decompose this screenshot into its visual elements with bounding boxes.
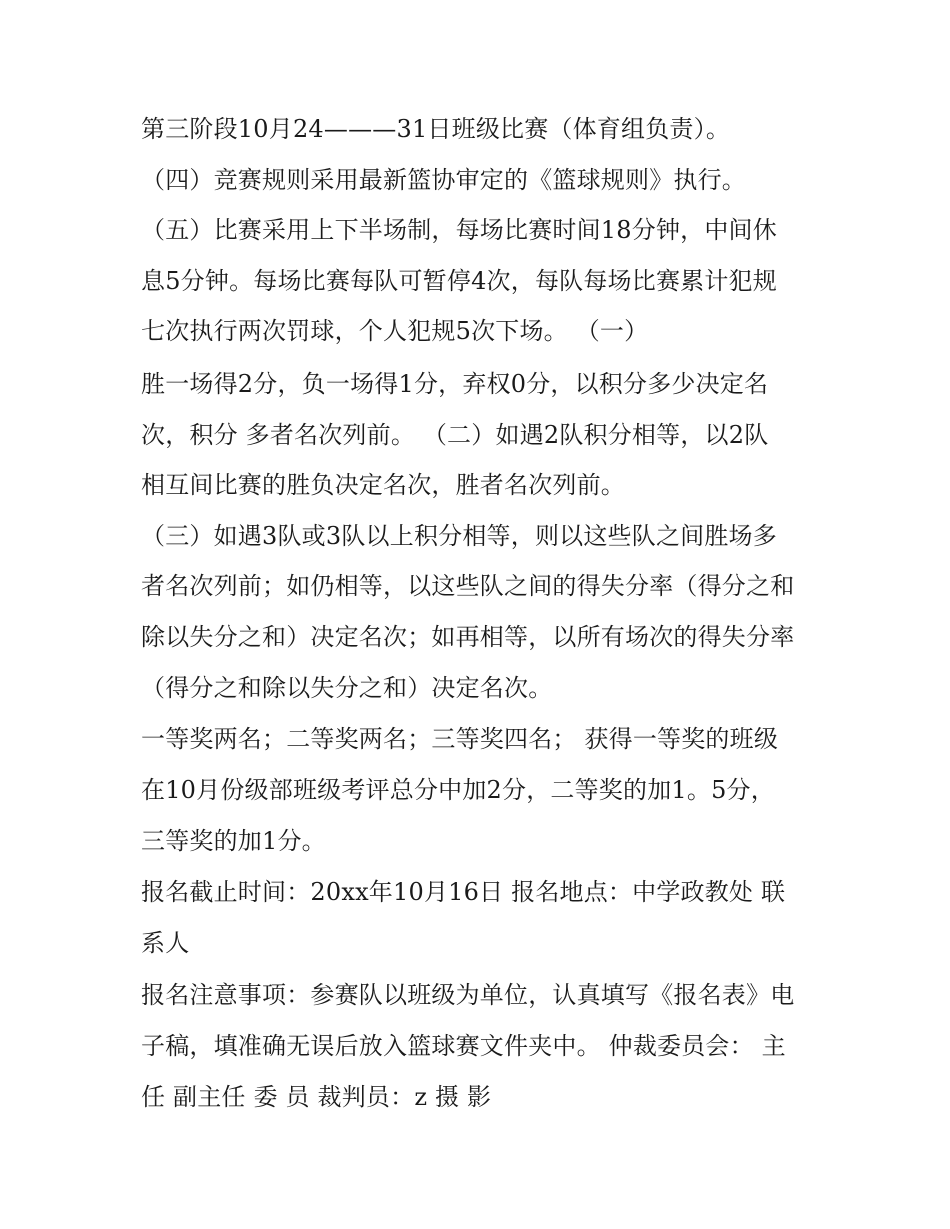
text-line-scoring: 胜一场得2分，负一场得1分，弃权0分，以积分多少决定名	[141, 370, 769, 398]
text-line-third-prize: 三等奖的加1分。	[141, 827, 326, 855]
text-line-tiebreak-ratio: 者名次列前；如仍相等，以这些队之间的得失分率（得分之和	[141, 572, 795, 600]
text-line-fouls: 七次执行两次罚球，个人犯规5次下场。 （一）	[141, 317, 649, 345]
text-line-match-format: （五）比赛采用上下半场制，每场比赛时间18分钟，中间休	[141, 216, 777, 244]
text-line-awards: 一等奖两名；二等奖两名；三等奖四名； 获得一等奖的班级	[141, 725, 779, 753]
text-line-tiebreak-all: 除以失分之和）决定名次；如再相等，以所有场次的得失分率	[141, 623, 795, 651]
text-line-staff: 任 副主任 委 员 裁判员：z 摄 影	[141, 1083, 492, 1111]
text-line-contact: 系人	[141, 929, 190, 957]
text-line-tiebreak-three: （三）如遇3队或3队以上积分相等，则以这些队之间胜场多	[141, 522, 777, 550]
text-line-head-to-head: 相互间比赛的胜负决定名次，胜者名次列前。	[141, 471, 625, 499]
text-line-registration-deadline: 报名截止时间：20xx年10月16日 报名地点：中学政教处 联	[141, 878, 786, 906]
text-line-ranking: 次，积分 多者名次列前。 （二）如遇2队积分相等，以2队	[141, 421, 769, 449]
text-line-registration-notes: 报名注意事项：参赛队以班级为单位，认真填写《报名表》电	[141, 981, 795, 1009]
text-line-timeouts: 息5分钟。每场比赛每队可暂停4次，每队每场比赛累计犯规	[141, 267, 777, 295]
text-line-stage-three: 第三阶段10月24———31日班级比赛（体育组负责）。	[141, 115, 731, 143]
text-line-tiebreak-end: （得分之和除以失分之和）决定名次。	[141, 674, 553, 702]
text-line-award-points: 在10月份级部班级考评总分中加2分，二等奖的加1。5分，	[141, 776, 775, 804]
text-line-rules: （四）竞赛规则采用最新篮协审定的《篮球规则》执行。	[141, 166, 746, 194]
text-line-arbitration: 子稿，填准确无误后放入篮球赛文件夹中。 仲裁委员会： 主	[141, 1032, 786, 1060]
